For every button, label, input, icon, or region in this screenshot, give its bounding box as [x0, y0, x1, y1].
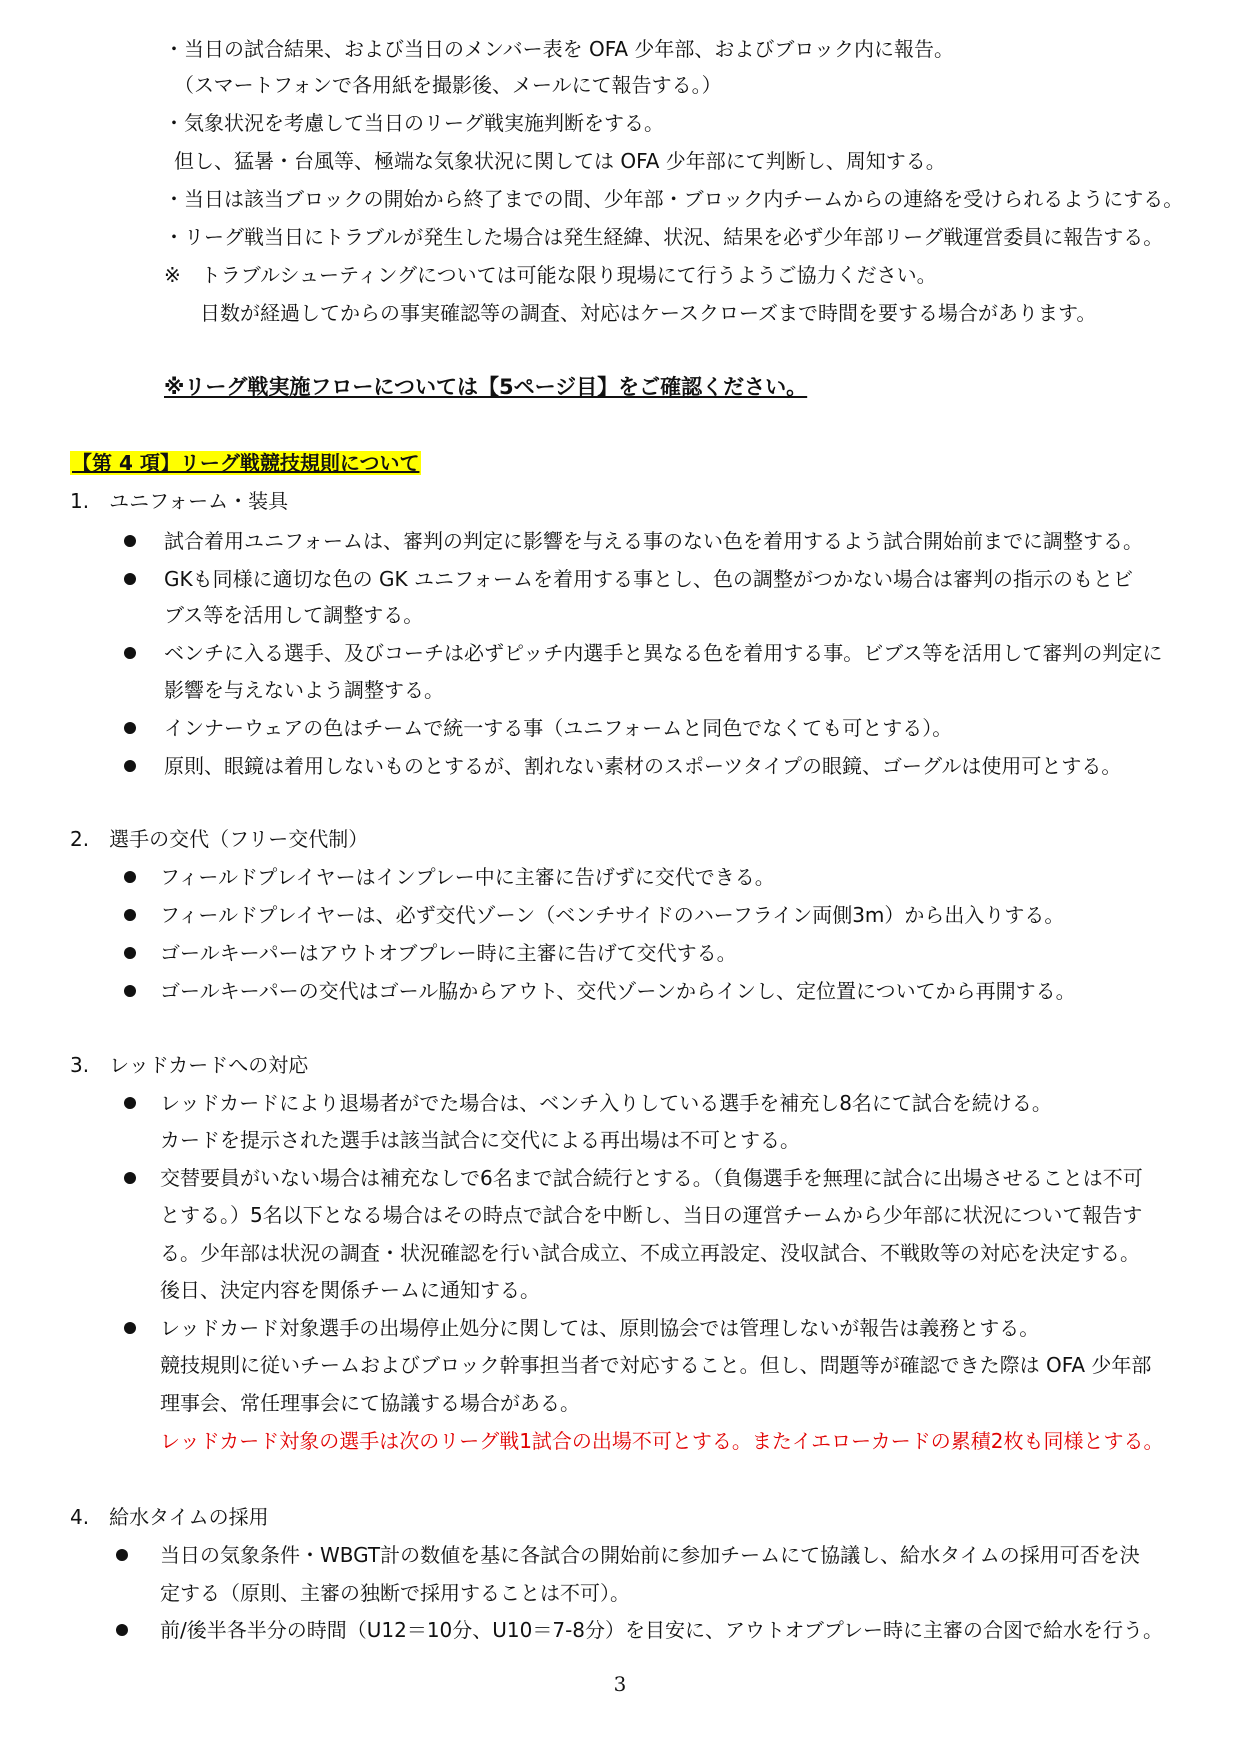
- flow-note: ※リーグ戦実施フローについては【5ページ目】をご確認ください。: [164, 375, 808, 399]
- top-note-4: 但し、猛暑・台風等、極端な気象状況に関しては OFA 少年部にて判断し、周知する。: [174, 149, 946, 173]
- bullet-text: る。少年部は状況の調査・状況確認を行い試合成立、不成立再設定、没収試合、不戦敗等の対応を決定する。: [160, 1241, 1140, 1265]
- bullet-dot: [124, 871, 136, 883]
- item-heading-4: 4. 給水タイムの採用: [70, 1505, 269, 1529]
- bullet-text: ゴールキーパーはアウトオブプレー時に主審に告げて交代する。: [160, 941, 737, 965]
- bullet-text: ブス等を活用して調整する。: [164, 603, 424, 627]
- bullet-dot: [124, 947, 136, 959]
- bullet-text: カードを提示された選手は該当試合に交代による再出場は不可とする。: [160, 1128, 800, 1152]
- section-heading-wrap: [70, 450, 421, 476]
- bullet-text: ゴールキーパーの交代はゴール脇からアウト、交代ゾーンからインし、定位置についてから再開する。: [160, 979, 1076, 1003]
- bullet-text: 後日、決定内容を関係チームに通知する。: [160, 1278, 540, 1302]
- bullet-dot: [124, 722, 136, 734]
- bullet-text: レッドカードにより退場者がでた場合は、ベンチ入りしている選手を補充し8名にて試合を続ける。: [160, 1091, 1052, 1115]
- top-note-8: 日数が経過してからの事実確認等の調査、対応はケースクローズまで時間を要する場合があります。: [200, 301, 1097, 325]
- bullet-dot: [124, 1097, 136, 1109]
- bullet-dot: [124, 760, 136, 772]
- top-note-1: ・当日の試合結果、および当日のメンバー表を OFA 少年部、およびブロック内に報告。: [164, 37, 955, 61]
- bullet-dot: [124, 985, 136, 997]
- bullet-dot: [124, 1172, 136, 1184]
- bullet-text: GKも同様に適切な色の GK ユニフォームを着用する事とし、色の調整がつかない場合は審判の指示のもとビ: [164, 567, 1133, 591]
- bullet-text: 試合着用ユニフォームは、審判の判定に影響を与える事のない色を着用するよう試合開始前までに調整する。: [164, 529, 1143, 553]
- top-note-5: ・当日は該当ブロックの開始から終了までの間、少年部・ブロック内チームからの連絡を受けられるようにする。: [164, 187, 1184, 211]
- bullet-dot: [124, 647, 136, 659]
- bullet-text: ベンチに入る選手、及びコーチは必ずピッチ内選手と異なる色を着用する事。ビブス等を活用して審判の判定に: [164, 641, 1163, 665]
- page-number: 3: [613, 1672, 627, 1696]
- bullet-dot: [116, 1549, 128, 1561]
- red-card-note: レッドカード対象の選手は次のリーグ戦1試合の出場不可とする。またイエローカードの累積2枚も同様とする。: [160, 1429, 1164, 1453]
- bullet-text: 交替要員がいない場合は補充なしで6名まで試合続行とする。（負傷選手を無理に試合に出場させることは不可: [160, 1166, 1143, 1190]
- bullet-dot: [124, 909, 136, 921]
- bullet-dot: [124, 1322, 136, 1334]
- section-heading: 【第 4 項】リーグ戦競技規則について: [72, 451, 420, 475]
- bullet-text: 競技規則に従いチームおよびブロック幹事担当者で対応すること。但し、問題等が確認できた際は OFA 少年部: [160, 1353, 1152, 1377]
- top-note-3: ・気象状況を考慮して当日のリーグ戦実施判断をする。: [164, 111, 664, 135]
- bullet-text: フィールドプレイヤーはインプレー中に主審に告げずに交代できる。: [160, 865, 775, 889]
- top-note-7: ※ トラブルシューティングについては可能な限り現場にて行うようご協力ください。: [164, 263, 937, 287]
- bullet-dot: [124, 535, 136, 547]
- item-heading-3: 3. レッドカードへの対応: [70, 1053, 309, 1077]
- bullet-text: 原則、眼鏡は着用しないものとするが、割れない素材のスポーツタイプの眼鏡、ゴーグルは使用可とする。: [164, 754, 1122, 778]
- bullet-text: とする。）5名以下となる場合はその時点で試合を中断し、当日の運営チームから少年部に状況について報告す: [160, 1203, 1143, 1227]
- bullet-text: インナーウェアの色はチームで統一する事（ユニフォームと同色でなくても可とする）。: [164, 716, 953, 740]
- bullet-text: レッドカード対象選手の出場停止処分に関しては、原則協会では管理しないが報告は義務とする。: [160, 1316, 1040, 1340]
- top-note-2: （スマートフォンで各用紙を撮影後、メールにて報告する。）: [174, 73, 722, 97]
- bullet-text: 影響を与えないよう調整する。: [164, 678, 444, 702]
- bullet-dot: [116, 1624, 128, 1636]
- bullet-text: 前/後半各半分の時間（U12＝10分、U10＝7-8分）を目安に、アウトオブプレー時に主審の合図で給水を行う。: [160, 1618, 1164, 1642]
- bullet-text: フィールドプレイヤーは、必ず交代ゾーン（ベンチサイドのハーフライン両側3m）から出入りする。: [160, 903, 1065, 927]
- top-note-6: ・リーグ戦当日にトラブルが発生した場合は発生経緯、状況、結果を必ず少年部リーグ戦運営委員に報告する。: [164, 225, 1164, 249]
- bullet-text: 当日の気象条件・WBGT計の数値を基に各試合の開始前に参加チームにて協議し、給水タイムの採用可否を決: [160, 1543, 1140, 1567]
- bullet-dot: [124, 573, 136, 585]
- item-heading-2: 2. 選手の交代（フリー交代制）: [70, 827, 369, 851]
- bullet-text: 定する（原則、主審の独断で採用することは不可）。: [160, 1581, 630, 1605]
- item-heading-1: 1. ユニフォーム・装具: [70, 489, 289, 513]
- bullet-text: 理事会、常任理事会にて協議する場合がある。: [160, 1391, 580, 1415]
